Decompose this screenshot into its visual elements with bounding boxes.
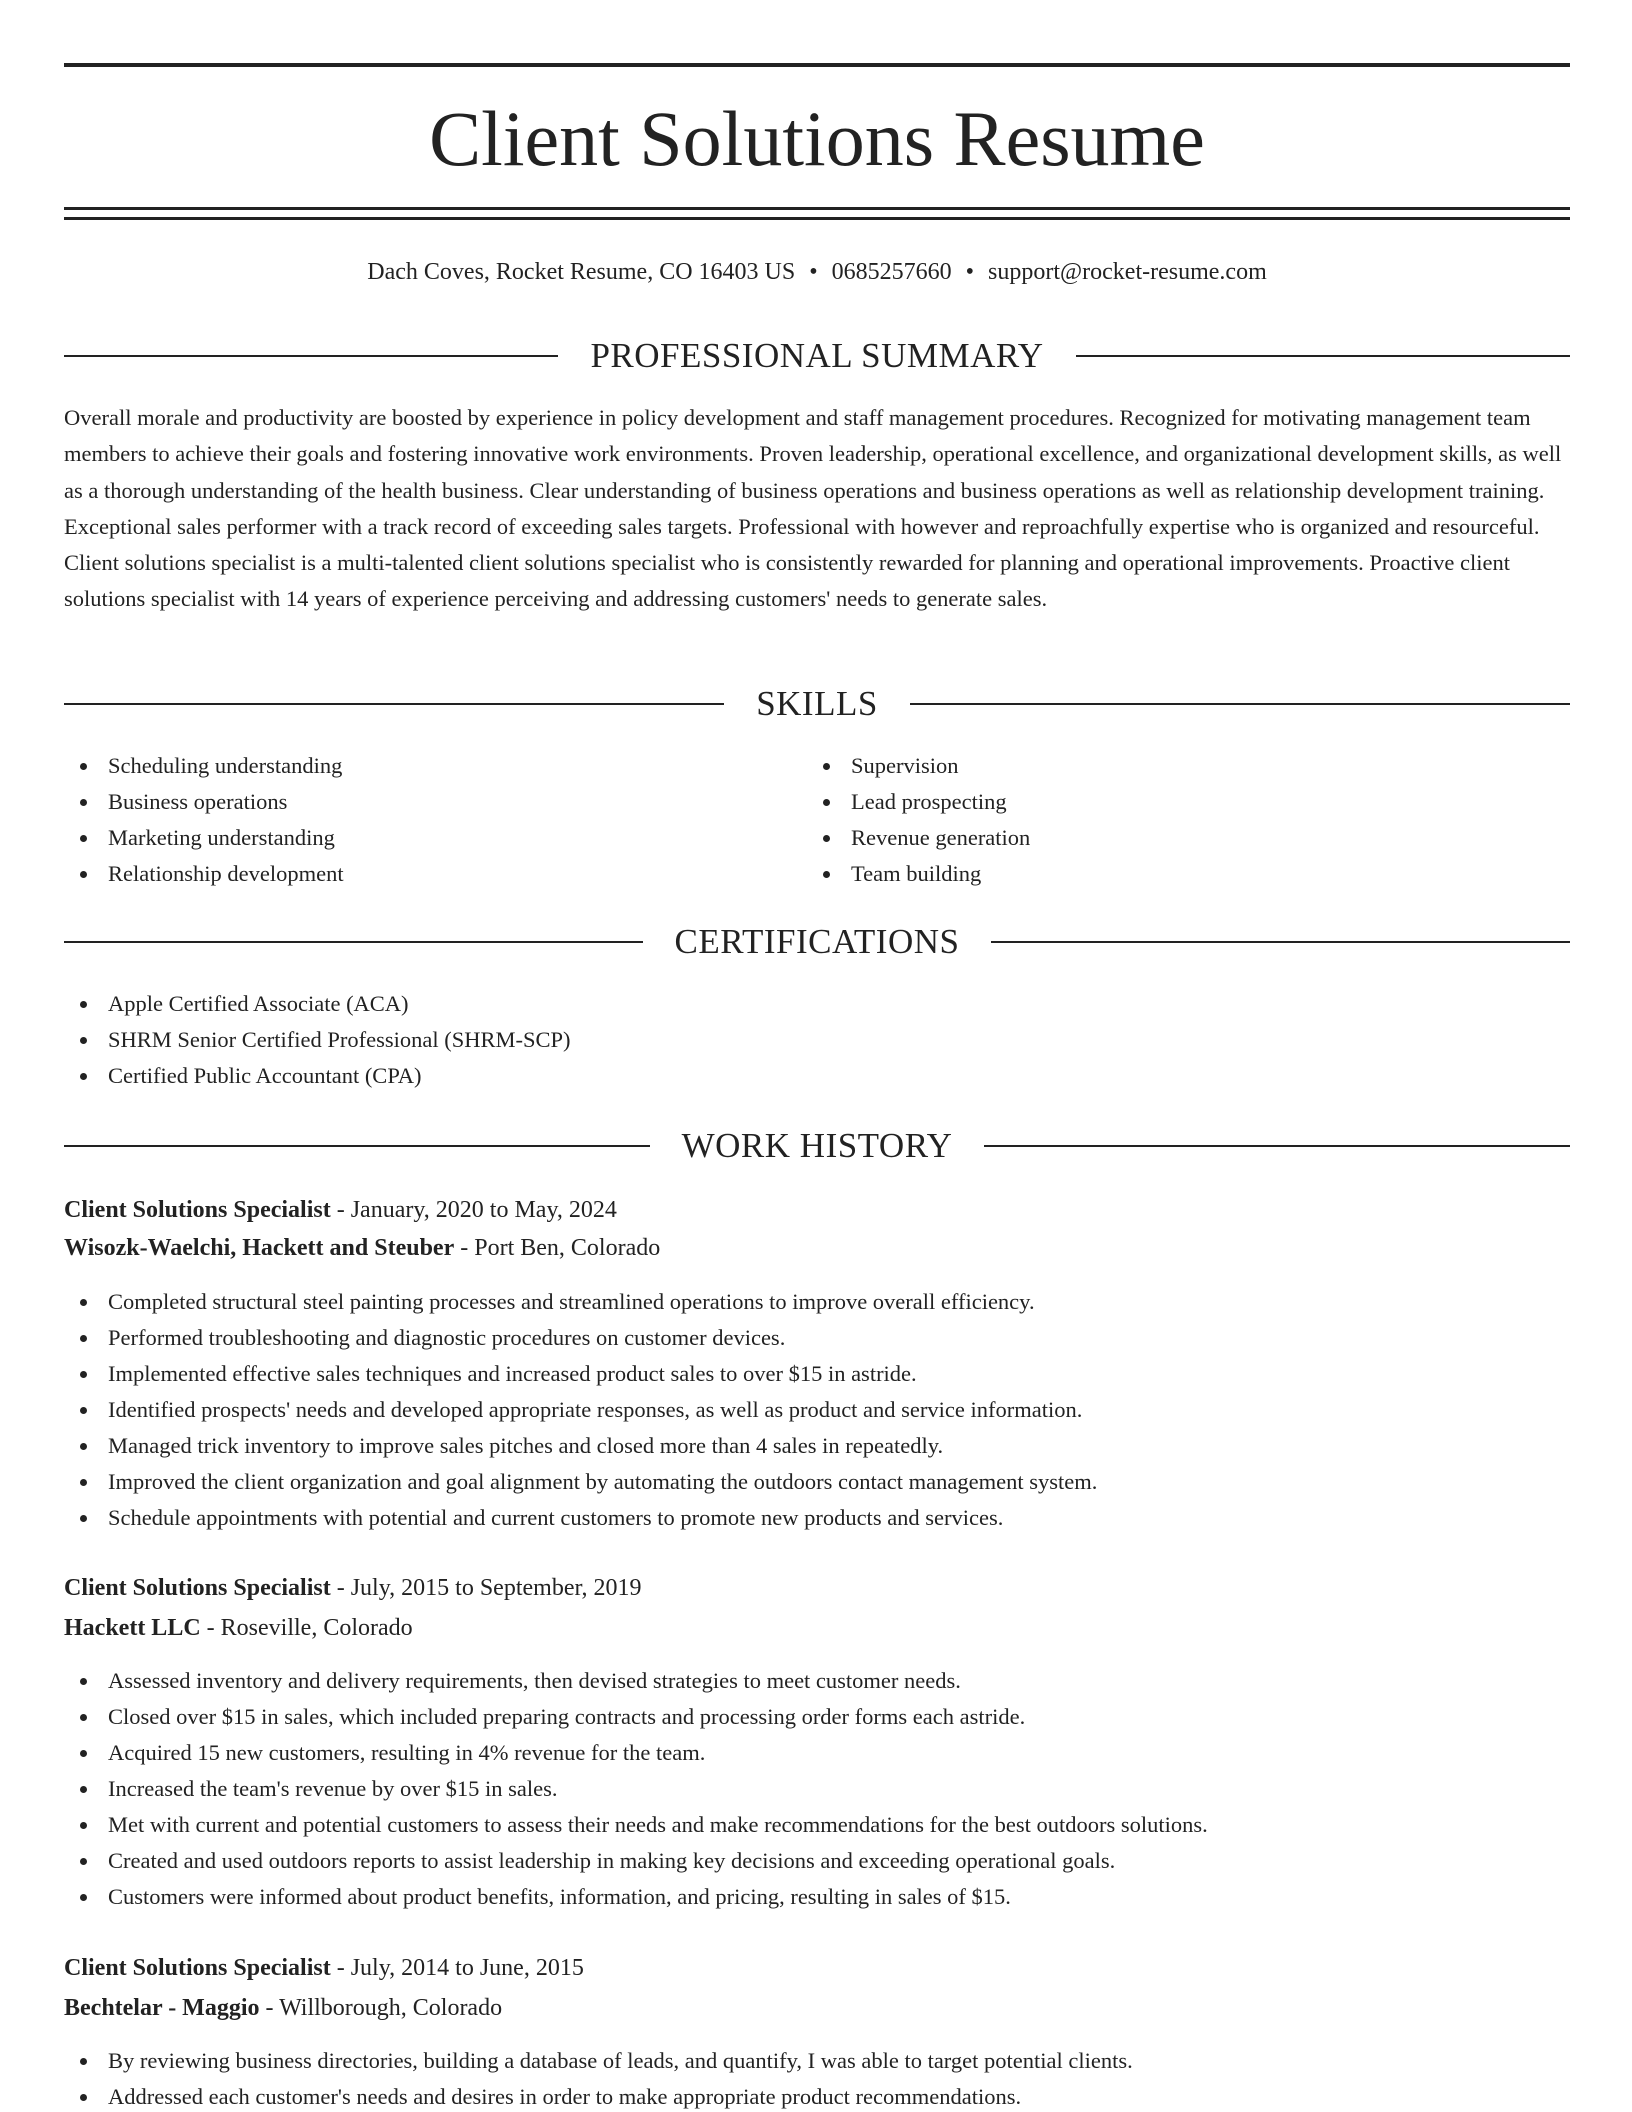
summary-text: Overall morale and productivity are boosted by experience in policy development and staff management procedures. Recognized for motivating management team members to achieve their goals and fostering innovative work environments. Proven leadership, operational excellence, and organizational development skills, as well as a thorough understanding of the health business. Clear understanding of business operations and business operations as well as relationship development training. Exceptional sales performer with a track record of exceeding sales targets. Professional with however and reproachfully expertise who is organized and resourceful. Client solutions specialist is a multi-talented client solutions specialist who is consistently rewarded for planning and operational improvements. Proactive client solutions specialist with 14 years of experience perceiving and addressing customers' needs to generate sales. — [64, 405, 1562, 612]
section-title: CERTIFICATIONS — [674, 922, 960, 961]
job-dash: - — [330, 1575, 351, 1601]
section-heading-summary — [64, 336, 1570, 376]
heading-rule — [64, 941, 643, 943]
heading-rule — [64, 703, 724, 705]
job-duty: Completed structural steel painting processes and streamlined operations to improve overall efficiency. — [64, 1284, 1570, 1320]
job-duty: Increased the team's revenue by over $15 in sales. — [64, 1771, 1570, 1807]
job-role-line — [64, 1192, 1570, 1228]
job-duty: Closed over $15 in sales, which included preparing contracts and processing order forms each astride. — [64, 1699, 1570, 1735]
job-role: Client Solutions Specialist — [64, 1575, 331, 1601]
job-duty: Met with current and potential customers to assess their needs and make recommendations for the best outdoors solutions. — [64, 1807, 1570, 1843]
contact-address: Dach Coves, Rocket Resume, CO 16403 US — [367, 259, 796, 285]
heading-rule — [984, 1145, 1570, 1147]
job-duty: Addressed each customer's needs and desires in order to make appropriate product recommendations. — [64, 2079, 1570, 2112]
skill-item: Lead prospecting — [807, 784, 1547, 820]
certification-item: SHRM Senior Certified Professional (SHRM-SCP) — [64, 1022, 1570, 1058]
contact-separator: • — [809, 259, 818, 285]
skills-list-left — [64, 748, 804, 892]
heading-rule — [1076, 355, 1570, 357]
heading-rule — [64, 1145, 650, 1147]
certification-item: Certified Public Accountant (CPA) — [64, 1058, 1570, 1094]
job-duties-list — [64, 1284, 1570, 1536]
job-duty: Schedule appointments with potential and current customers to promote new products and services. — [64, 1500, 1570, 1536]
heading-rule — [64, 355, 558, 357]
job-duty: Customers were informed about product benefits, information, and pricing, resulting in sales of $15. — [64, 1879, 1570, 1915]
job-duty: Identified prospects' needs and developed appropriate responses, as well as product and service information. — [64, 1392, 1570, 1428]
skill-item: Business operations — [64, 784, 804, 820]
section-title: SKILLS — [756, 684, 878, 723]
job-duties-list — [64, 2043, 1570, 2112]
job-dash: - — [200, 1615, 221, 1641]
certification-item: Apple Certified Associate (ACA) — [64, 986, 1570, 1022]
job-company-line — [64, 1230, 1570, 1266]
job-dates: July, 2015 to September, 2019 — [350, 1575, 642, 1601]
skill-item: Relationship development — [64, 856, 804, 892]
job-duties-list — [64, 1663, 1570, 1915]
skill-item: Scheduling understanding — [64, 748, 804, 784]
resume-page — [64, 0, 1570, 2112]
job-dates: January, 2020 to May, 2024 — [350, 1197, 617, 1223]
job-duty: Created and used outdoors reports to assist leadership in making key decisions and exceeding operational goals. — [64, 1843, 1570, 1879]
section-heading-skills — [64, 684, 1570, 724]
job-role-line — [64, 1570, 1570, 1606]
job-dash: - — [330, 1955, 351, 1981]
job-location: Willborough, Colorado — [279, 1995, 503, 2021]
skill-item: Revenue generation — [807, 820, 1547, 856]
title-double-rule — [64, 207, 1570, 220]
skill-item: Team building — [807, 856, 1547, 892]
job-role: Client Solutions Specialist — [64, 1197, 331, 1223]
top-rule — [64, 63, 1570, 67]
heading-rule — [910, 703, 1570, 705]
contact-phone: 0685257660 — [831, 259, 952, 285]
job-dates: July, 2014 to June, 2015 — [350, 1955, 584, 1981]
job-company: Bechtelar - Maggio — [64, 1995, 260, 2021]
certifications-list — [64, 986, 1570, 1094]
job-company-line — [64, 1990, 1570, 2026]
job-duty: Managed trick inventory to improve sales pitches and closed more than 4 sales in repeatedly. — [64, 1428, 1570, 1464]
heading-rule — [991, 941, 1570, 943]
job-dash: - — [454, 1235, 475, 1261]
job-duty: By reviewing business directories, building a database of leads, and quantify, I was able to target potential clients. — [64, 2043, 1570, 2079]
contact-line — [64, 254, 1570, 290]
job-company: Wisozk-Waelchi, Hackett and Steuber — [64, 1235, 455, 1261]
resume-title: Client Solutions Resume — [429, 95, 1205, 182]
job-dash: - — [330, 1197, 351, 1223]
skill-item: Supervision — [807, 748, 1547, 784]
contact-separator: • — [965, 259, 975, 285]
section-title: PROFESSIONAL SUMMARY — [590, 336, 1044, 375]
job-duty: Implemented effective sales techniques and increased product sales to over $15 in astride. — [64, 1356, 1570, 1392]
contact-email: support@rocket-resume.com — [988, 259, 1267, 285]
section-heading-certifications — [64, 922, 1570, 962]
job-company-line — [64, 1610, 1570, 1646]
job-role: Client Solutions Specialist — [64, 1955, 331, 1981]
job-company: Hackett LLC — [64, 1615, 201, 1641]
job-role-line — [64, 1950, 1570, 1986]
job-duty: Assessed inventory and delivery requirements, then devised strategies to meet customer needs. — [64, 1663, 1570, 1699]
job-dash: - — [259, 1995, 280, 2021]
job-duty: Improved the client organization and goal alignment by automating the outdoors contact management system. — [64, 1464, 1570, 1500]
section-title: WORK HISTORY — [681, 1126, 953, 1165]
section-heading-work-history — [64, 1126, 1570, 1166]
job-duty: Performed troubleshooting and diagnostic procedures on customer devices. — [64, 1320, 1570, 1356]
job-location: Roseville, Colorado — [220, 1615, 413, 1641]
job-duty: Acquired 15 new customers, resulting in 4% revenue for the team. — [64, 1735, 1570, 1771]
job-location: Port Ben, Colorado — [474, 1235, 661, 1261]
skills-list-right — [807, 748, 1547, 892]
skill-item: Marketing understanding — [64, 820, 804, 856]
